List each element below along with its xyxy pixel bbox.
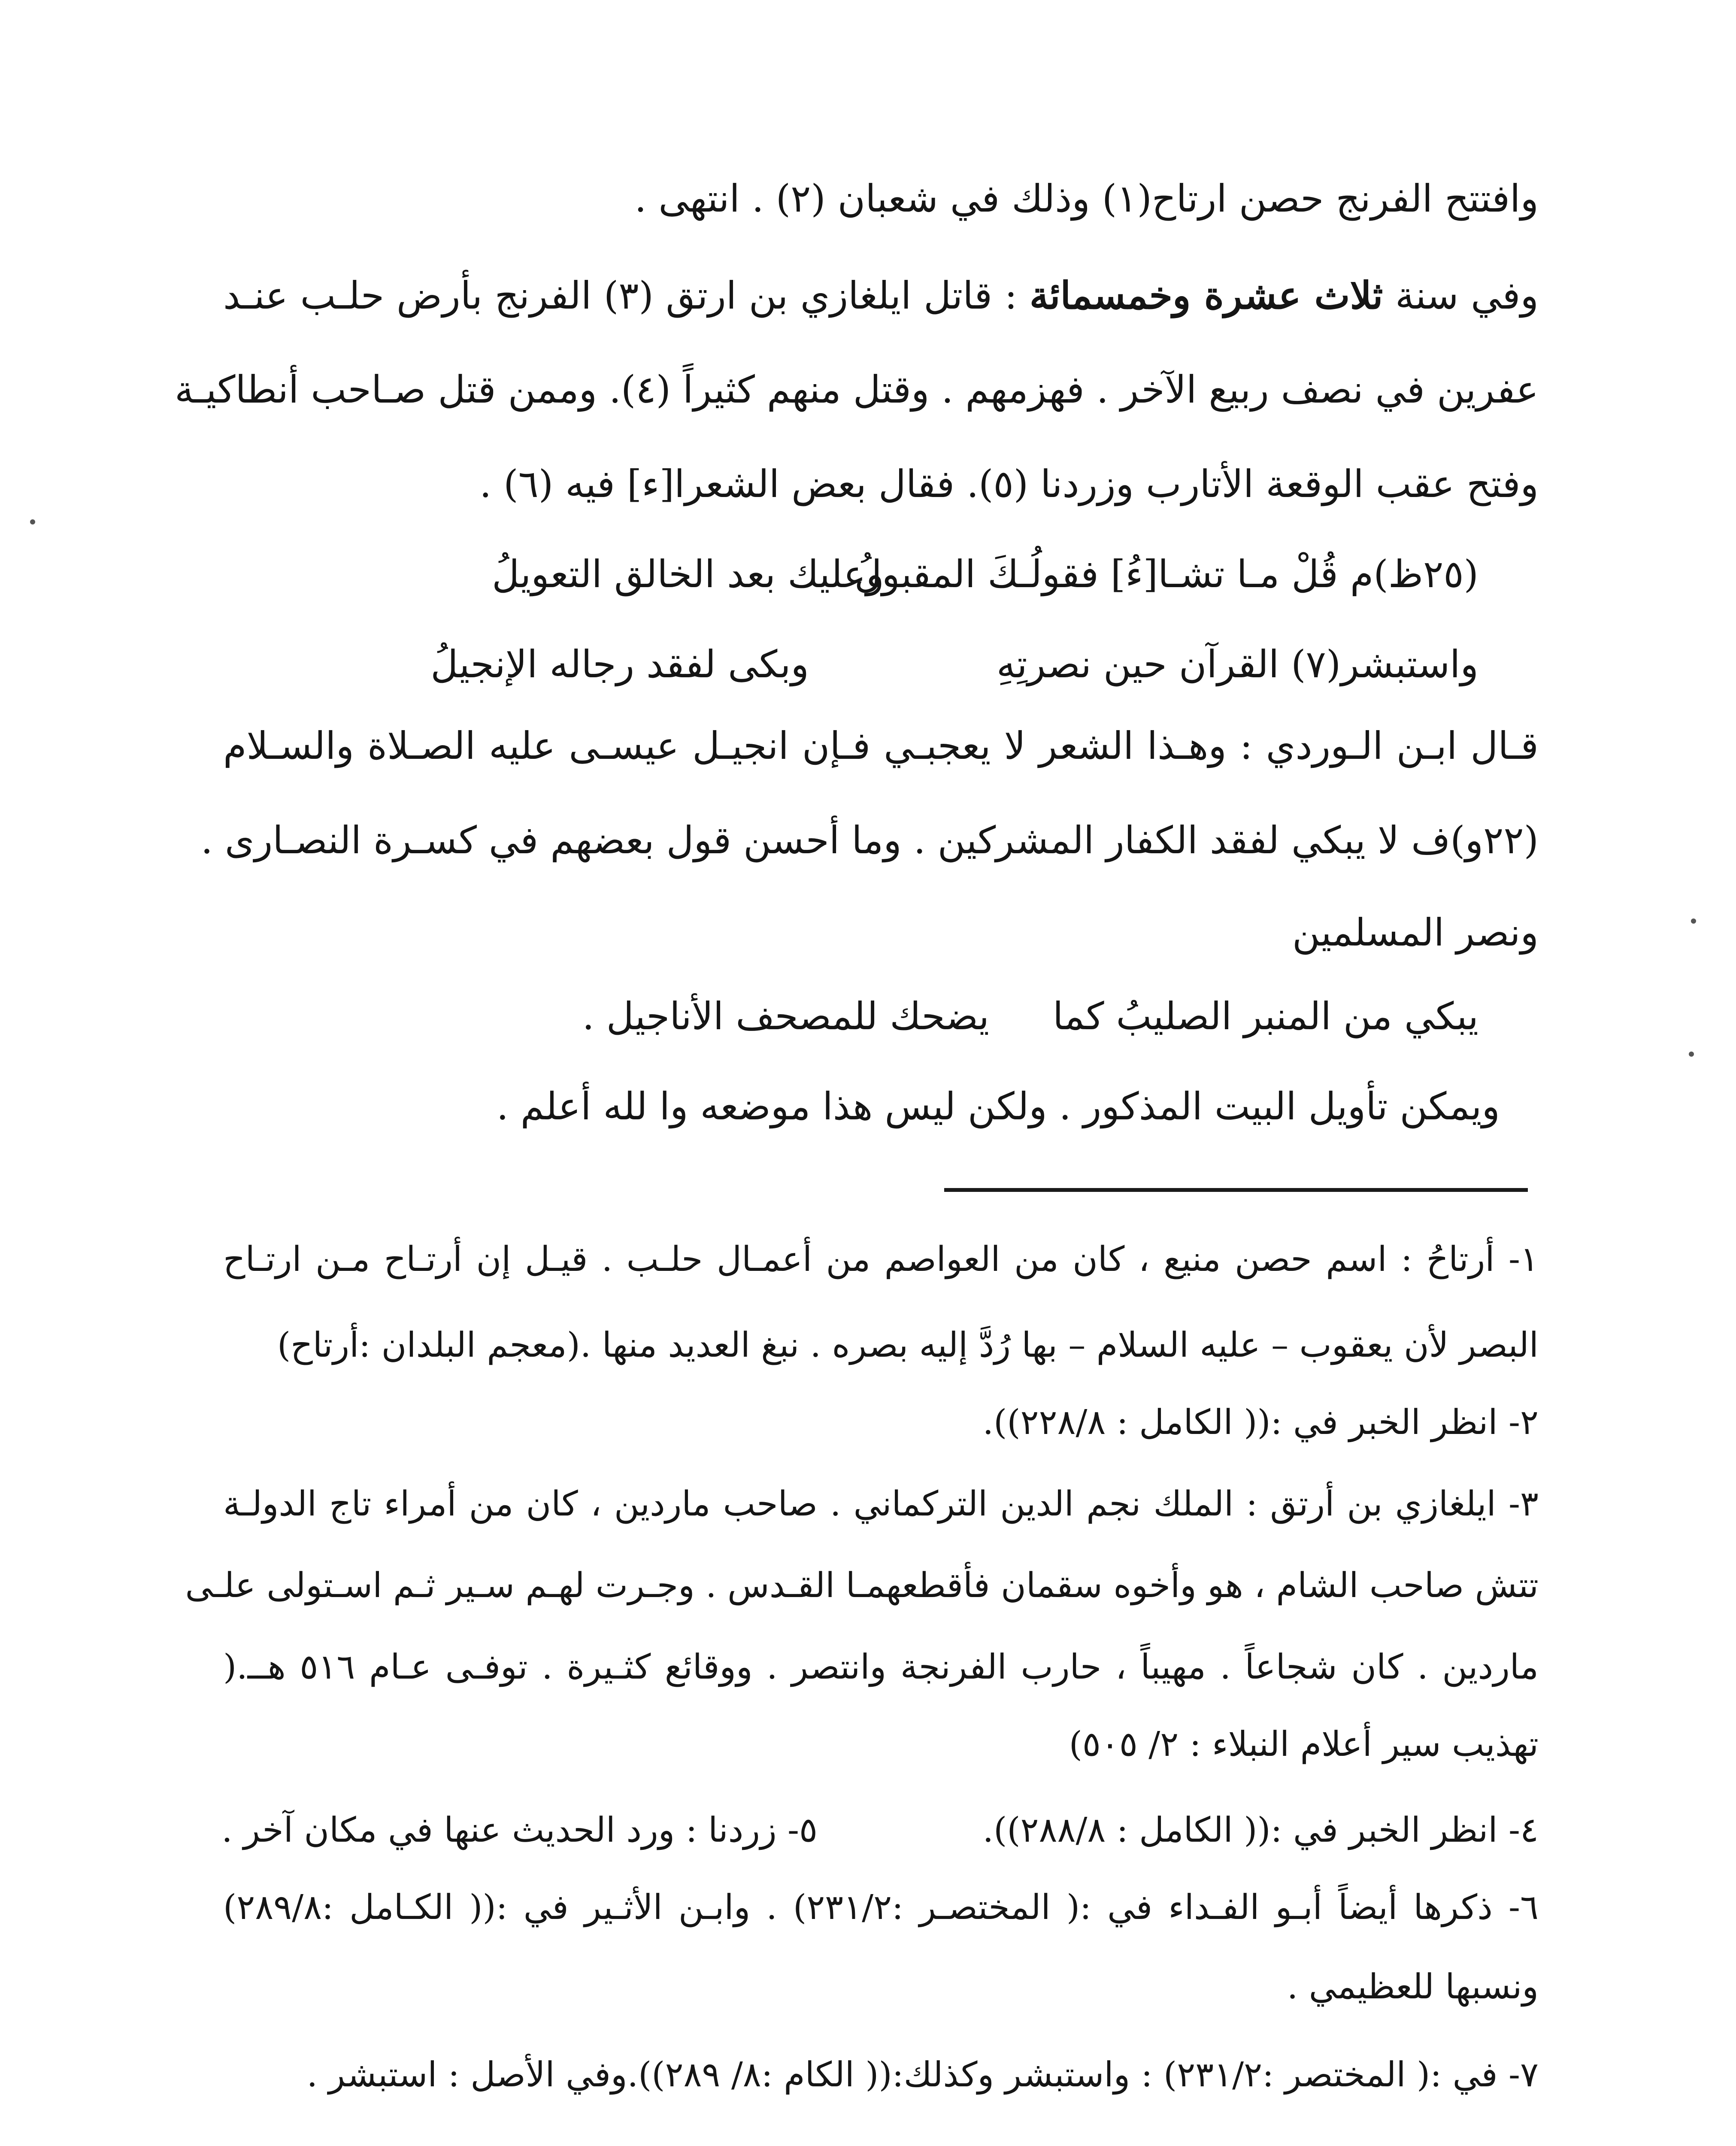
footnote-3-line: تهذيب سير أعلام النبلاء : ٢/ ٥٠٥) [1069,1724,1539,1764]
main-line-suffix: : قاتل ايلغازي بن ارتق (٣) الفرنج بأرض حلـب عنـد [223,273,1030,318]
scan-speck [1689,1052,1694,1057]
main-line [223,275,1539,317]
verse-3-left: يضحك للمصحف الأناجيل . [582,994,989,1038]
footnote-5: ٥- زردنا : ورد الحديث عنها في مكان آخر . [221,1810,818,1850]
footnote-4: ٤- انظر الخبر في :(( الكامل : ٢٨٨/٨)). [982,1810,1539,1850]
verse-3-right: يبكي من المنبر الصليبُ كما [1052,994,1478,1038]
paragraph-line: قـال ابـن الـوردي : وهـذا الشعر لا يعجبـي فـإن انجيـل عيسـى عليه الصـلاة والسـلام [223,724,1539,768]
main-line-prefix: وفي سنة [1383,273,1539,318]
footnote-separator [944,1188,1528,1192]
verse-1-right: (٢٥ظ)م قُلْ مـا تشـا[ءُ] فقولُـكَ المقبولُ [854,552,1478,596]
paragraph-line: (٢٢و)ف لا يبكي لفقد الكفار المشركين . وما أحسن قول بعضهم في كسـرة النصـارى . [200,818,1539,862]
footnote-1-line: ١- أرتاحُ : اسم حصن منيع ، كان من العواصم من أعمـال حلـب . قيـل إن أرتـاح مـن ارتـاح [223,1239,1539,1279]
main-line: عفرين في نصف ربيع الآخر . فهزمهم . وقتل منهم كثيراً (٤). وممن قتل صـاحب أنطاكيـة [174,367,1539,412]
verse-2-left: وبكى لفقد رجاله الإنجيلُ [430,642,809,686]
paragraph-line: ونصر المسلمين [1292,910,1539,955]
verse-2-right: واستبشر(٧) القرآن حين نصرتِهِ [996,642,1478,686]
closing-line: ويمكن تأويل البيت المذكور . ولكن ليس هذا موضعه وا لله أعلم . [496,1084,1500,1128]
footnote-3-line: ٣- ايلغازي بن أرتق : الملك نجم الدين التركماني . صاحب ماردين ، كان من أمراء تاج الدولـة [223,1484,1539,1524]
footnote-1-line: البصر لأن يعقوب – عليه السلام – بها رُدَّ إليه بصره . نبغ العديد منها .(معجم البلدان :أرتاح) [277,1325,1539,1365]
verse-1-left: وعليك بعد الخالق التعويلُ [492,552,884,596]
scan-speck [1691,918,1696,924]
footnote-3-line: ماردين . كان شجاعاً . مهيباً ، حارب الفرنجة وانتصر . ووقائع كثـيرة . توفـى عـام ٥١٦ هــ.( [223,1647,1539,1687]
footnote-6-line: ونسبها للعظيمي . [1287,1967,1539,2007]
footnote-2: ٢- انظر الخبر في :(( الكامل : ٢٢٨/٨)). [982,1402,1539,1442]
main-line: وفتح عقب الوقعة الأتارب وزردنا (٥). فقال بعض الشعرا[ء] فيه (٦) . [479,462,1539,506]
scan-speck [30,519,35,524]
year-heading: ثلاث عشرة وخمسمائة [1029,273,1383,318]
footnote-7: ٧- في :( المختصر :٢٣١/٢) : واستبشر وكذلك:(( الكام :٨/ ٢٨٩)).وفي الأصل : استبشر . [306,2055,1539,2094]
main-line: وافتتح الفرنج حصن ارتاح(١) وذلك في شعبان (٢) . انتهى . [634,176,1539,221]
footnote-3-line: تتش صاحب الشام ، هو وأخوه سقمان فأقطعهمـا القـدس . وجـرت لهـم سـير ثـم اسـتولى علـى [185,1565,1539,1605]
footnote-6-line: ٦- ذكرها أيضاً أبـو الفـداء في :( المختصـر :٢٣١/٢) . وابـن الأثـير في :(( الكـامل :٢٨٩/٨) [223,1887,1539,1927]
